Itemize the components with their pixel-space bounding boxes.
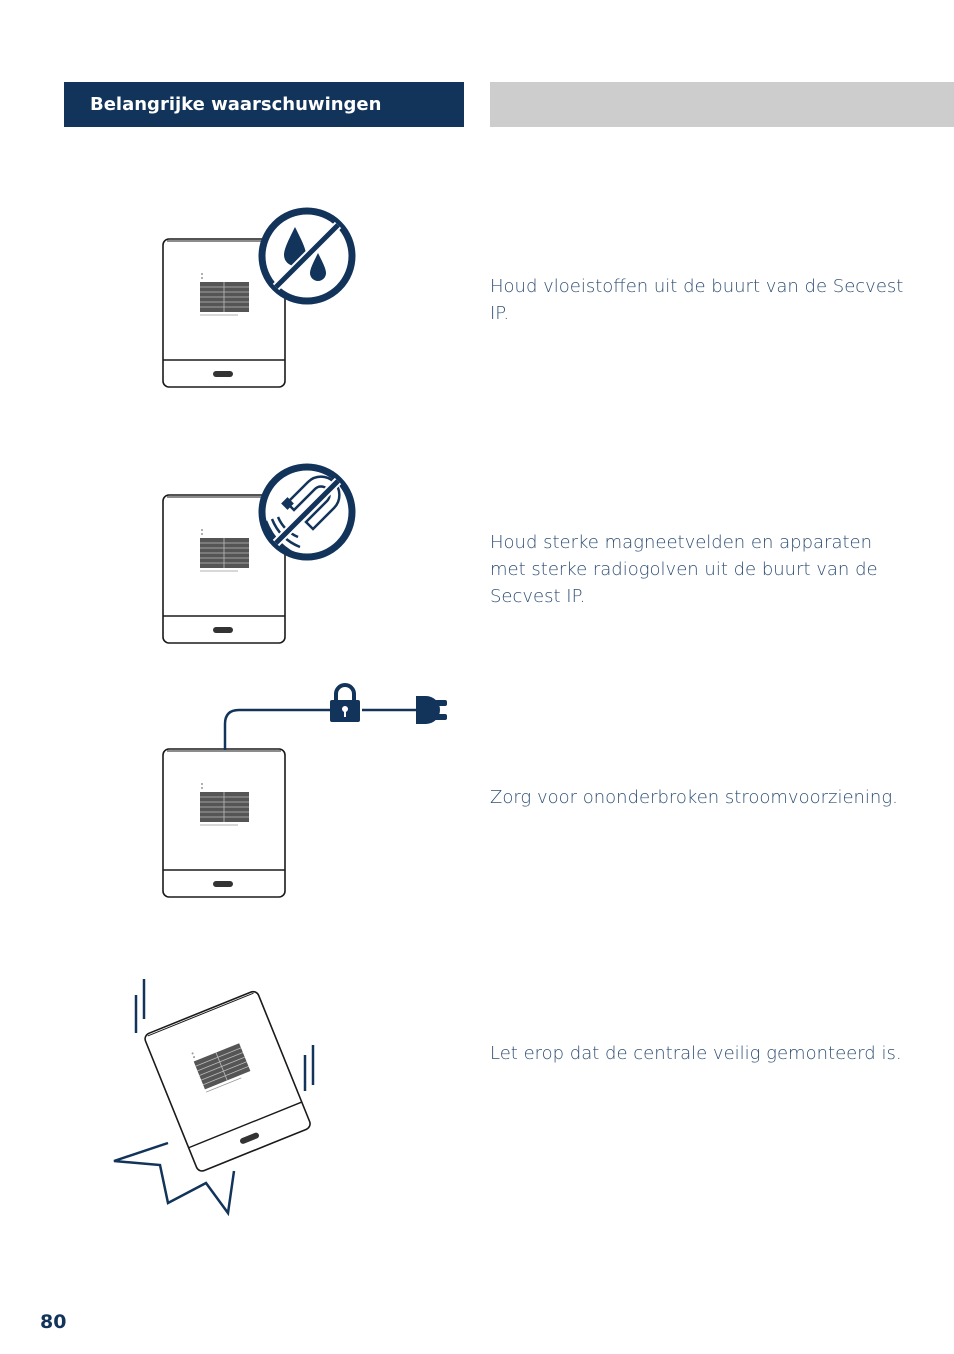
lock-icon [330,685,360,722]
power-plug-icon [416,696,447,724]
section-title [64,82,464,127]
no-liquids-icon [262,211,352,301]
warning-text-mounting: Let erop dat de centrale veilig gemonteerd is. [490,1043,902,1064]
device-illustration-power [160,682,460,902]
device-illustration-magnet [160,461,360,647]
page-number: 80 [40,1311,67,1333]
section-title-text: Belangrijke waarschuwingen [90,94,382,115]
device-illustration-liquids [160,205,360,391]
header-bar-grey [490,82,954,127]
warning-text-liquids: Houd vloeistoffen uit de buurt van de Secvest IP. [490,276,904,324]
device-illustration-falling [108,975,328,1220]
no-magnet-icon [262,467,352,557]
warning-text-magnet: Houd sterke magneetvelden en apparaten met sterke radiogolven uit de buurt van de Secvest IP. [490,532,878,607]
falling-device-icon [114,979,313,1213]
warning-text-power: Zorg voor ononderbroken stroomvoorziening. [490,787,898,808]
